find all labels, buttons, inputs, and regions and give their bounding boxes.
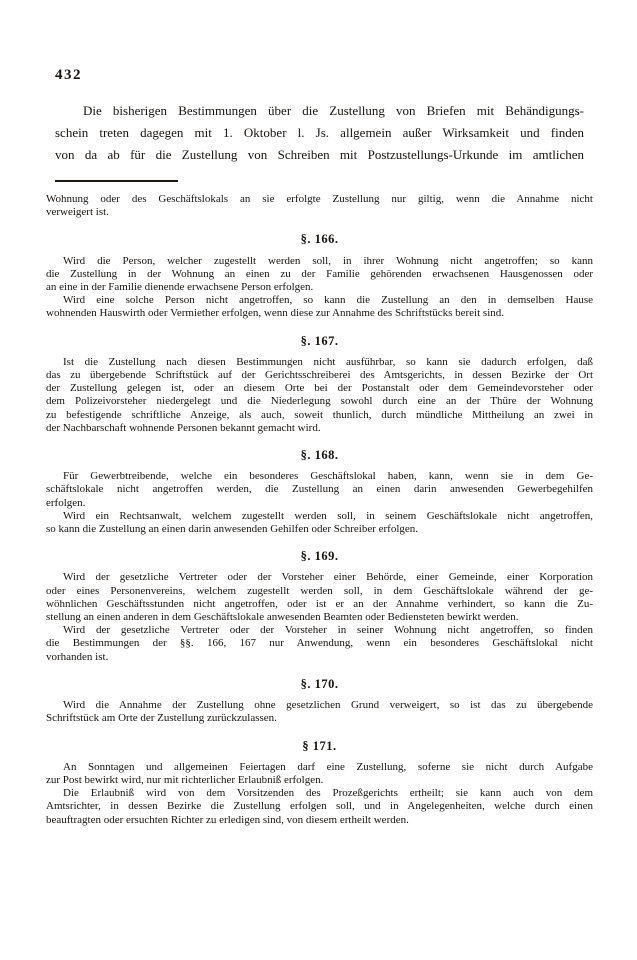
paragraph bbox=[46, 294, 593, 320]
text-line: Für Gewerbtreibende, welche ein besonderes Geschäftslokal haben, kann, wenn sie in dem Ge- bbox=[63, 470, 593, 483]
text-line: vorhanden ist. bbox=[46, 650, 109, 663]
text-line: beauftragten oder ersuchten Richter zu erledigen sind, von diesem ertheilt werden. bbox=[46, 813, 409, 826]
text-line: Schriftstück am Orte der Zustellung zurückzulassen. bbox=[46, 712, 277, 725]
text-line: erfolgen. bbox=[46, 496, 86, 509]
text-line: Wird eine solche Person nicht angetroffen, so kann die Zustellung an den in demselben Hause bbox=[63, 294, 593, 307]
text-line: der Zustellung gelegen ist, oder an diesem Orte bei der Postanstalt oder dem Gemeindevorsteher oder bbox=[46, 382, 593, 395]
section-heading: § 171. bbox=[302, 738, 337, 753]
text-line: schein treten dagegen mit 1. Oktober l. Js. allgemein außer Wirksamkeit und finden bbox=[55, 125, 584, 140]
text-line: An Sonntagen und allgemeinen Feiertagen darf eine Zustellung, soferne sie nicht durch Aufgabe bbox=[63, 760, 593, 773]
section-heading: §. 166. bbox=[300, 232, 339, 247]
footnote-separator bbox=[55, 180, 178, 182]
text-line: Wird die Annahme der Zustellung ohne gesetzlichen Grund verweigert, so ist das zu übergebende bbox=[63, 699, 593, 712]
text-line: der Nachbarschaft wohnende Personen bekannt gemacht wird. bbox=[46, 421, 321, 434]
paragraph bbox=[46, 624, 593, 664]
page-number: 432 bbox=[55, 67, 82, 83]
text-line: so kann die Zustellung an einen darin anwesenden Gehilfen oder Schreiber erfolgen. bbox=[46, 523, 419, 536]
text-line: oder eines Personenvereins, welchem zugestellt werden soll, in dem Geschäftslokale während der ge- bbox=[46, 584, 593, 597]
text-line: Die Erlaubniß wird von dem Vorsitzenden des Prozeßgerichts ertheilt; sie kann auch von dem bbox=[63, 787, 593, 800]
text-line: das zu übergebende Schriftstück auf der Gerichtsschreiberei des Amtsgerichts, in dessen Bezirke der Ort bbox=[46, 369, 593, 382]
text-line: an eine in der Familie dienende erwachsene Person erfolgen. bbox=[46, 281, 314, 294]
text-line: Ist die Zustellung nach diesen Bestimmungen nicht ausführbar, so kann sie dadurch erfolgen, daß bbox=[63, 355, 593, 368]
paragraph bbox=[46, 510, 593, 536]
main-paragraph bbox=[55, 100, 584, 166]
text-line: die Bestimmungen der §§. 166, 167 nur Anwendung, wenn ein besonderes Geschäftslokal nicht bbox=[46, 637, 593, 650]
text-line: wohnenden Hauswirth oder Vermiether erfolgen, wenn diese zur Annahme des Schriftstücks bereit sind. bbox=[46, 307, 505, 320]
text-line: Amtsrichter, in dessen Bezirke die Zustellung erfolgen soll, und in Angelegenheiten, welche durch einen bbox=[46, 800, 593, 813]
section-heading: §. 169. bbox=[300, 549, 339, 564]
paragraph bbox=[46, 470, 593, 510]
text-line: Wird die Person, welcher zugestellt werden soll, in ihrer Wohnung nicht angetroffen; so kann bbox=[63, 254, 593, 267]
text-line: wöhnlichen Geschäftsstunden nicht angetroffen, oder ist er an der Annahme verhindert, so kann die Zu- bbox=[46, 597, 593, 610]
text-line: verweigert ist. bbox=[46, 206, 109, 219]
text-line: Die bisherigen Bestimmungen über die Zustellung von Briefen mit Behändigungs- bbox=[83, 103, 584, 118]
section-heading: §. 170. bbox=[300, 676, 339, 691]
text-line: Wird der gesetzliche Vertreter oder der Vorsteher einer Behörde, einer Gemeinde, einer Korporation bbox=[63, 571, 593, 584]
paragraph bbox=[46, 356, 593, 435]
paragraph bbox=[46, 255, 593, 295]
text-line: zur Post bewirkt wird, nur mit richterlicher Erlaubniß erfolgen. bbox=[46, 773, 324, 786]
text-line: die Zustellung in der Wohnung an einen zu der Familie gehörenden erwachsenen Hausgenossen oder bbox=[46, 267, 593, 280]
section-heading: §. 168. bbox=[300, 448, 339, 463]
text-line: dem Polizeivorsteher niedergelegt und die Niederlegung sowohl durch eine an der Thüre der Wohnung bbox=[46, 395, 593, 408]
text-line: zu befestigende schriftliche Anzeige, als auch, soweit thunlich, durch mündliche Mittheilung an zwei in bbox=[46, 408, 593, 421]
footnote-body bbox=[46, 193, 593, 827]
paragraph bbox=[46, 699, 593, 725]
text-line: Wohnung oder des Geschäftslokals an sie erfolgte Zustellung nur giltig, wenn die Annahme nicht bbox=[46, 193, 593, 205]
text-line: Wird ein Rechtsanwalt, welchem zugestellt werden soll, in seinem Geschäftslokale nicht angetroffen, bbox=[63, 509, 593, 522]
paragraph bbox=[46, 761, 593, 827]
text-line: von da ab für die Zustellung von Schreiben mit Postzustellungs-Urkunde im amtlichen bbox=[55, 147, 584, 162]
text-line: Wird der gesetzliche Vertreter oder der Vorsteher in seiner Wohnung nicht angetroffen, so finden bbox=[63, 624, 593, 637]
paragraph bbox=[46, 571, 593, 624]
section-heading: §. 167. bbox=[300, 333, 339, 348]
text-line: stellung an einen anderen in dem Geschäftslokale anwesenden Beamten oder Bediensteten bewirkt werden. bbox=[46, 611, 519, 624]
text-line: schäftslokale nicht angetroffen werden, die Zustellung an einen darin anwesenden Gewerbegehilfen bbox=[46, 483, 593, 496]
